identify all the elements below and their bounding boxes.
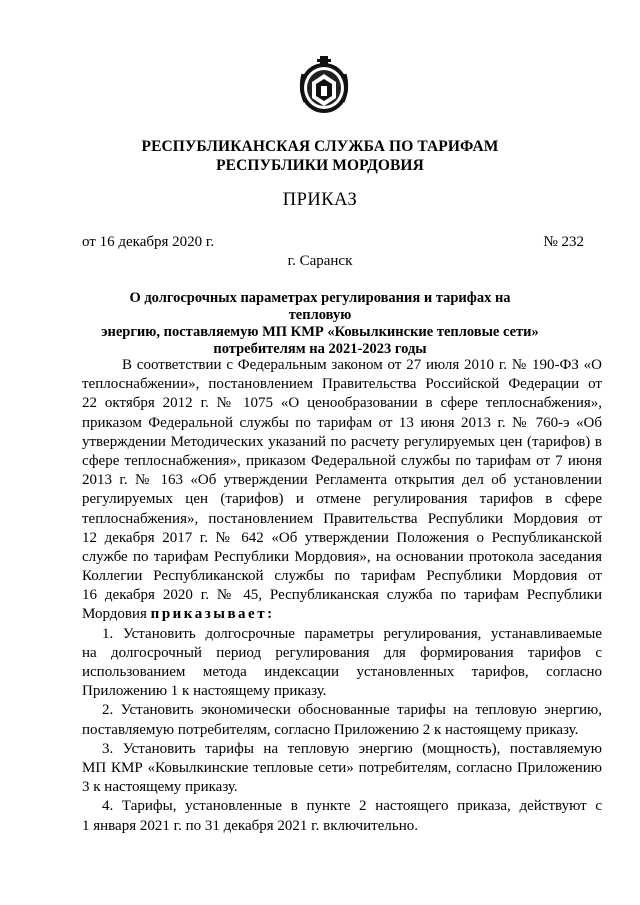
preamble-line: 12 декабря 2017 г. № 642 «Об утверждении Положения о Республиканской (82, 529, 602, 546)
item-1-last-line: Приложению 1 к настоящему приказу. (82, 683, 327, 700)
item-1-line: использованием метода индексации установленных тарифов, согласно (82, 664, 602, 680)
item-4-last-line: 1 января 2021 г. по 31 декабря 2021 г. включительно. (82, 817, 418, 834)
subject-line: потребителям на 2021-2023 годы (213, 341, 427, 357)
preamble-line: Коллегии Республиканской службы по тарифам Республики Мордовия от (82, 568, 602, 585)
order-city: г. Саранск (287, 253, 353, 269)
preamble-line: службе по тарифам Республики Мордовия», на основании протокола заседания (82, 548, 602, 565)
preamble-line: регулируемых цен (тарифов) и отмене регулирования тарифов в сфере (82, 491, 602, 508)
subject-line: О долгосрочных параметрах регулирования и тарифах на тепловую (129, 290, 511, 323)
item-1-line: на долгосрочный период регулирования для формирования тарифов с (82, 644, 602, 661)
item-3-line: 3. Установить тарифы на тепловую энергию (мощность), поставляемую (102, 740, 602, 757)
item-2-last-line: поставляемую потребителям, согласно Приложению 2 к настоящему приказу. (82, 721, 579, 738)
item-3-last-line: 3 к настоящему приказу. (82, 779, 238, 796)
order-word: приказывает: (150, 606, 275, 623)
coat-of-arms-emblem (295, 54, 353, 116)
preamble-line: 16 декабря 2020 г. № 45, Республиканская служба по тарифам Республики (82, 587, 602, 604)
preamble-line: сфере теплоснабжения», приказом Федеральной службы по тарифам от 7 июня (82, 452, 602, 469)
preamble-line: 22 октября 2012 г. № 1075 «О ценообразовании в сфере теплоснабжения», (82, 395, 602, 412)
preamble-end: Мордовия (82, 606, 147, 623)
order-body (82, 356, 602, 836)
preamble-line: утверждении Методических указаний по расчету регулируемых цен (тарифов) в (82, 433, 602, 450)
preamble-line: теплоснабжения», постановлением Правительства Республики Мордовия от (82, 510, 602, 527)
order-date: от 16 декабря 2020 г. (82, 234, 215, 250)
order-number: № 232 (543, 234, 584, 250)
organization-name-line2: РЕСПУБЛИКИ МОРДОВИЯ (216, 157, 424, 174)
preamble-line: теплоснабжении», постановлением Правительства Российской Федерации от (82, 376, 602, 393)
subject-line: энергию, поставляемую МП КМР «Ковылкинские тепловые сети» (101, 324, 539, 340)
preamble-last-line (82, 605, 602, 624)
document-type-title: ПРИКАЗ (282, 190, 358, 210)
item-2-line: 2. Установить экономически обоснованные тарифы на тепловую энергию, (102, 702, 602, 719)
order-subject (100, 290, 540, 358)
item-3-line: МП КМР «Ковылкинские тепловые сети» потребителям, согласно Приложению (82, 759, 602, 776)
item-4-line: 4. Тарифы, установленные в пункте 2 настоящего приказа, действуют с (102, 798, 602, 815)
preamble-line: 2013 г. № 163 «Об утверждении Регламента открытия дел об установлении (82, 472, 602, 489)
preamble-line: В соответствии с Федеральным законом от 27 июля 2010 г. № 190-ФЗ «О (122, 357, 602, 373)
item-1-line: 1. Установить долгосрочные параметры регулирования, устанавливаемые (102, 625, 602, 642)
preamble-line: приказом Федеральной службы по тарифам от 13 июня 2013 г. № 760-э «Об (82, 414, 602, 431)
organization-name-line1: РЕСПУБЛИКАНСКАЯ СЛУЖБА ПО ТАРИФАМ (141, 138, 499, 155)
